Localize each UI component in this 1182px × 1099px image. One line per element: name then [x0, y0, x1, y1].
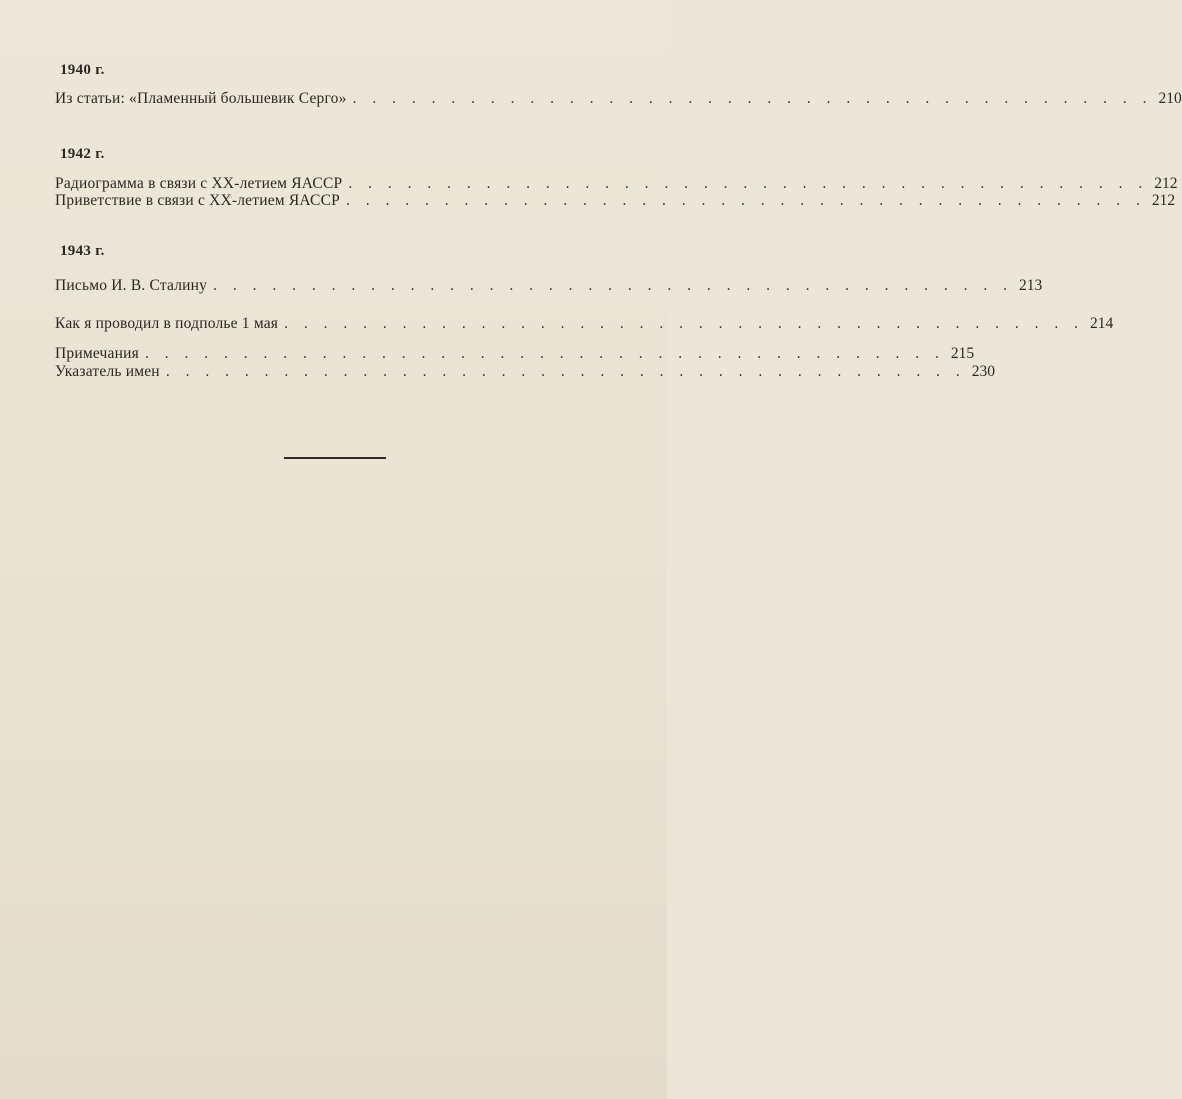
toc-entry-page: 230: [971, 363, 995, 380]
dot-leader: . . . . . . . . . . . . . . . . . . . . . . . . . . . . . . . . . . . . . . . . .: [165, 363, 966, 380]
dot-leader: . . . . . . . . . . . . . . . . . . . . . . . . . . . . . . . . . . . . . . . . .: [213, 277, 1013, 294]
toc-entry-title: Приветствие в связи с XX-летием ЯАССР: [55, 192, 340, 209]
dot-leader: . . . . . . . . . . . . . . . . . . . . . . . . . . . . . . . . . . . . . . . . .: [144, 345, 945, 362]
toc-entry[interactable]: [55, 345, 975, 365]
dot-leader: . . . . . . . . . . . . . . . . . . . . . . . . . . . . . . . . . . . . . . . . .: [345, 192, 1146, 209]
toc-entry[interactable]: [55, 363, 995, 383]
toc-entry[interactable]: [55, 192, 1176, 212]
toc-entry[interactable]: [55, 90, 1182, 110]
toc-entry-title: Радиограмма в связи с XX-летием ЯАССР: [55, 175, 343, 192]
section-year-1940: 1940 г.: [60, 62, 105, 78]
toc-entry-page: 214: [1090, 315, 1114, 332]
toc-entry[interactable]: [55, 277, 1043, 297]
dot-leader: . . . . . . . . . . . . . . . . . . . . . . . . . . . . . . . . . . . . . . . . .: [284, 315, 1085, 332]
toc-entry-title: Из статьи: «Пламенный большевик Серго»: [55, 90, 347, 107]
dot-leader: . . . . . . . . . . . . . . . . . . . . . . . . . . . . . . . . . . . . . . . . .: [348, 175, 1149, 192]
toc-entry[interactable]: [55, 315, 1114, 335]
section-year-1942: 1942 г.: [60, 146, 105, 162]
toc-entry-page: 213: [1018, 277, 1043, 294]
toc-entry-title: Примечания: [55, 345, 139, 362]
end-rule: [284, 457, 386, 459]
toc-entry-page: 210: [1158, 90, 1182, 107]
dot-leader: . . . . . . . . . . . . . . . . . . . . . . . . . . . . . . . . . . . . . . . . .: [352, 90, 1153, 107]
toc-entry-page: 212: [1154, 175, 1178, 192]
toc-entry-title: Как я проводил в подполье 1 мая: [55, 315, 279, 332]
toc-entry-page: 215: [950, 345, 975, 362]
toc-entry-page: 212: [1151, 192, 1176, 209]
section-year-1943: 1943 г.: [60, 243, 105, 259]
toc-entry-title: Письмо И. В. Сталину: [55, 277, 208, 294]
toc-entry-title: Указатель имен: [55, 363, 160, 380]
